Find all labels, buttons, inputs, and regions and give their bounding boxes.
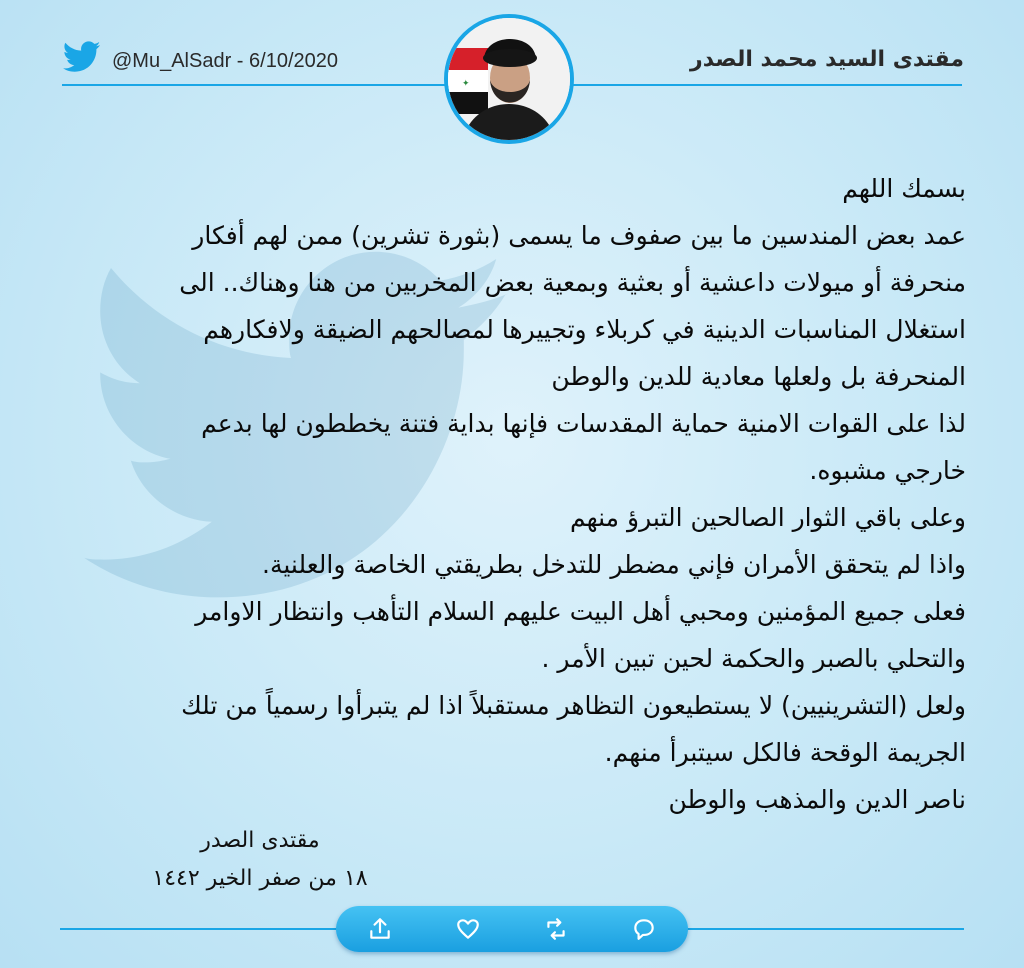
- tweet-header: [0, 0, 1024, 150]
- tweet-action-bar: [336, 906, 688, 952]
- body-line: بسمك اللهم: [842, 174, 966, 203]
- reply-icon: [631, 916, 657, 942]
- signature-block: [140, 822, 380, 898]
- signature-name: مقتدى الصدر: [200, 828, 320, 853]
- author-name[interactable]: مقتدى السيد محمد الصدر: [690, 47, 964, 72]
- body-line: عمد بعض المندسين ما بين صفوف ما يسمى (بثورة تشرين) ممن لهم أفكار: [192, 221, 966, 250]
- body-line: المنحرفة بل ولعلها معادية للدين والوطن: [551, 362, 966, 391]
- retweet-button[interactable]: [536, 909, 576, 949]
- like-icon: [455, 916, 481, 942]
- body-line: ولعل (التشرينيين) لا يستطيعون التظاهر مستقبلاً اذا لم يتبرأوا رسمياً من تلك: [181, 691, 966, 720]
- body-line: فعلى جميع المؤمنين ومحبي أهل البيت عليهم السلام التأهب وانتظار الاوامر: [195, 597, 966, 626]
- tweet-body: [36, 165, 966, 823]
- body-line: خارجي مشبوه.: [809, 456, 966, 485]
- body-line: واذا لم يتحقق الأمران فإني مضطر للتدخل بطريقتي الخاصة والعلنية.: [262, 550, 966, 579]
- svg-text:✦: ✦: [462, 79, 470, 89]
- signature-date: ١٨ من صفر الخير ١٤٤٢: [152, 866, 368, 891]
- body-line: الجريمة الوقحة فالكل سيتبرأ منهم.: [604, 738, 966, 767]
- avatar-portrait-icon: [448, 18, 570, 140]
- body-line: منحرفة أو ميولات داعشية أو بعثية وبمعية بعض المخربين من هنا وهناك.. الى: [179, 268, 966, 297]
- body-line: ناصر الدين والمذهب والوطن: [668, 785, 966, 814]
- body-line: وعلى باقي الثوار الصالحين التبرؤ منهم: [569, 503, 966, 532]
- avatar[interactable]: [444, 14, 574, 144]
- body-line: استغلال المناسبات الدينية في كربلاء وتجييرها لمصالحهم الضيقة ولافكارهم: [203, 315, 966, 344]
- share-icon: [367, 916, 393, 942]
- share-button[interactable]: [360, 909, 400, 949]
- twitter-logo-icon: [63, 41, 101, 73]
- handle-and-date[interactable]: @Mu_AlSadr - 6/10/2020: [112, 50, 338, 72]
- body-line: والتحلي بالصبر والحكمة لحين تبين الأمر .: [541, 644, 966, 673]
- retweet-icon: [543, 916, 569, 942]
- like-button[interactable]: [448, 909, 488, 949]
- reply-button[interactable]: [624, 909, 664, 949]
- body-line: لذا على القوات الامنية حماية المقدسات فإنها بداية فتنة يخططون لها بدعم: [201, 409, 966, 438]
